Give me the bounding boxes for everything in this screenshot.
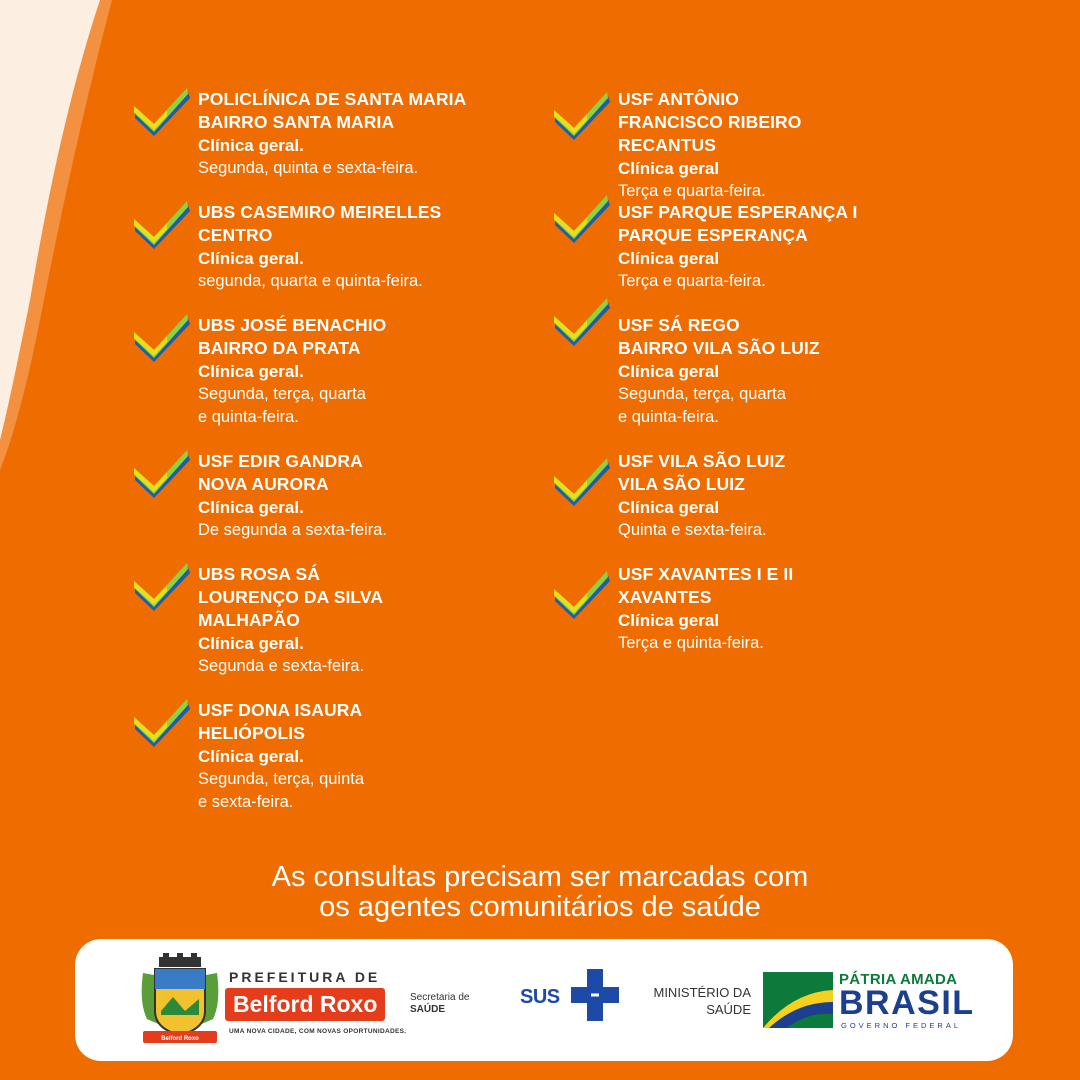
facility-name: UBS ROSA SÁ LOURENÇO DA SILVA MALHAPÃO [198,564,384,630]
list-item [552,563,972,678]
checkmark-icon [552,90,614,144]
facility-name: USF EDIR GANDRA NOVA AURORA [198,451,363,494]
schedule-days: Segunda, terça, quinta e sexta-feira. [198,770,365,811]
specialty: Clínica geral [618,362,720,381]
secretaria-label [410,992,469,1016]
checkmark-icon [552,193,614,247]
secretaria-line2: SAÚDE [410,1004,446,1015]
checkmark-icon [132,86,194,140]
specialty: Clínica geral. [198,249,304,268]
specialty: Clínica geral [618,498,720,517]
facility-name: UBS JOSÉ BENACHIO BAIRRO DA PRATA [198,315,387,358]
checkmark-icon [552,569,614,623]
ministerio-line1: MINISTÉRIO DA [653,985,751,1000]
footer-logo-bar [75,939,1013,1061]
left-column [132,88,552,814]
checkmark-icon [552,296,614,350]
prefeitura-tagline: UMA NOVA CIDADE, COM NOVAS OPORTUNIDADES. [229,1028,407,1035]
checkmark-icon [132,697,194,751]
sus-cross-icon [571,969,619,1021]
schedule-days: segunda, quarta e quinta-feira. [198,272,423,290]
appointment-notice: As consultas precisam ser marcadas com os agentes comunitários de saúde [271,861,809,923]
list-item [552,201,972,314]
specialty: Clínica geral. [198,498,304,517]
schedule-days: Terça e quarta-feira. [618,272,766,290]
brasil-label: BRASIL [839,984,975,1022]
ministerio-label [641,984,751,1018]
list-item [132,450,552,563]
schedule-days: Terça e quarta-feira. [618,182,766,200]
list-item [132,563,552,699]
list-item [132,201,552,314]
prefeitura-name: Belford Roxo [225,988,385,1021]
schedule-days: Segunda, quinta e sexta-feira. [198,159,419,177]
list-item [552,450,972,563]
schedule-days: Quinta e sexta-feira. [618,521,767,539]
specialty: Clínica geral [618,249,720,268]
facility-name: USF PARQUE ESPERANÇA I PARQUE ESPERANÇA [618,202,858,245]
schedule-days: De segunda a sexta-feira. [198,521,387,539]
prefeitura-title: PREFEITURA DE [229,969,381,985]
specialty: Clínica geral. [198,136,304,155]
facility-name: USF DONA ISAURA HELIÓPOLIS [198,700,363,743]
checkmark-icon [132,448,194,502]
crest-label: Belford Roxo [161,1036,199,1042]
facility-name: USF SÁ REGO BAIRRO VILA SÃO LUIZ [618,315,820,358]
list-item [132,88,552,201]
facility-name: POLICLÍNICA DE SANTA MARIA BAIRRO SANTA MARIA [198,89,467,132]
facility-name: USF XAVANTES I E II XAVANTES [618,564,794,607]
schedule-days: Segunda e sexta-feira. [198,657,365,675]
specialty: Clínica geral. [198,634,304,653]
list-item [552,314,972,450]
checkmark-icon [132,199,194,253]
secretaria-line1: Secretaria de [410,992,470,1003]
facility-name: USF ANTÔNIO FRANCISCO RIBEIRO RECANTUS [618,89,802,155]
ministerio-line2: SAÚDE [706,1002,751,1017]
right-column [552,88,972,678]
schedule-days: Terça e quinta-feira. [618,634,764,652]
checkmark-icon [552,456,614,510]
specialty: Clínica geral [618,159,720,178]
facility-name: UBS CASEMIRO MEIRELLES CENTRO [198,202,442,245]
patria-amada-label: PÁTRIA AMADA [839,971,958,988]
specialty: Clínica geral. [198,747,304,766]
checkmark-icon [132,312,194,366]
governo-federal-label: GOVERNO FEDERAL [841,1021,962,1030]
schedule-days: Segunda, terça, quarta e quinta-feira. [618,385,786,426]
sus-label: SUS [520,986,560,1008]
schedule-days: Segunda, terça, quarta e quinta-feira. [198,385,366,426]
facility-name: USF VILA SÃO LUIZ VILA SÃO LUIZ [618,451,786,494]
city-crest-icon [133,953,227,1049]
checkmark-icon [132,561,194,615]
specialty: Clínica geral. [198,362,304,381]
specialty: Clínica geral [618,611,720,630]
brasil-flag-icon [763,972,833,1028]
list-item [552,88,972,201]
list-item [132,699,552,814]
list-item [132,314,552,450]
